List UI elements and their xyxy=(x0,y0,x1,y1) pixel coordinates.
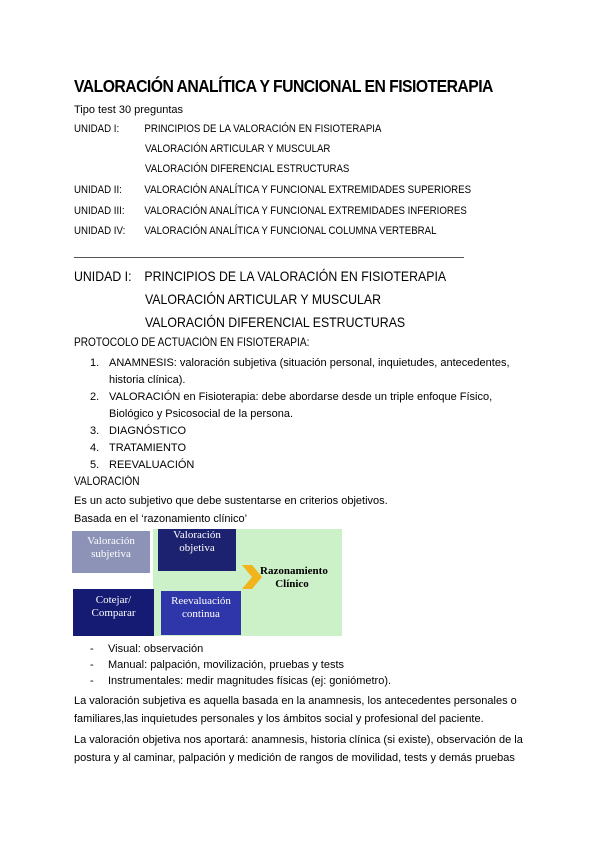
list-item xyxy=(74,423,534,440)
diagram-box-objective xyxy=(158,529,236,571)
paragraph-text: La valoración xyxy=(74,734,143,746)
valoracion-text-1: Es un acto subjetivo que debe sustentarse en criterios objetivos. xyxy=(74,495,388,507)
list-item: - Visual: observación xyxy=(90,643,204,655)
toc-unit-label: UNIDAD II: xyxy=(74,184,122,196)
list-item-text: Instrumentales: medir magnitudes físicas (ej: goniómetro). xyxy=(108,675,392,687)
valoracion-text-2: Basada en el ‘razonamiento clínico’ xyxy=(74,513,248,525)
list-item xyxy=(74,389,534,423)
paragraph-emphasis: objetiva xyxy=(142,734,181,746)
step-text-cont: Biológico y Psicosocial de la persona. xyxy=(109,408,294,420)
toc-unit-title: VALORACIÓN ANALÍTICA Y FUNCIONAL EXTREMIDADES INFERIORES xyxy=(144,205,467,217)
list-item-text: Manual: palpación, movilización, pruebas y tests xyxy=(108,659,345,671)
paragraph-subjective xyxy=(74,692,524,728)
toc-unit-title: VALORACIÓN ANALÍTICA Y FUNCIONAL COLUMNA VERTEBRAL xyxy=(144,225,437,237)
paragraph-text: es aquella basada en la anamnesis, los antecedentes personales o familiares,las inquietudes personales y los ámbitos social y profesional del paciente. xyxy=(74,695,517,725)
list-item-text: Visual: observación xyxy=(108,643,204,655)
diagram-box-label: Valoración subjetiva xyxy=(87,535,135,560)
toc-unit-label: UNIDAD I: xyxy=(74,123,120,135)
toc-unit-1-line-3: VALORACIÓN DIFERENCIAL ESTRUCTURAS xyxy=(145,163,350,175)
toc-unit-label: UNIDAD III: xyxy=(74,205,125,217)
step-text: DIAGNÓSTICO xyxy=(109,425,187,437)
toc-unit-4 xyxy=(74,225,437,237)
section-title-line-1: PRINCIPIOS DE LA VALORACIÓN EN FISIOTERAPIA xyxy=(144,268,447,284)
valoracion-heading: VALORACIÓN xyxy=(74,476,140,488)
page-title: VALORACIÓN ANALÍTICA Y FUNCIONAL EN FISIOTERAPIA xyxy=(74,76,493,96)
toc-unit-label: UNIDAD IV: xyxy=(74,225,126,237)
toc-unit-1-line-2: VALORACIÓN ARTICULAR Y MUSCULAR xyxy=(145,143,331,155)
valoracion-types-list xyxy=(74,641,391,689)
step-text-cont: historia clínica). xyxy=(109,374,186,386)
list-item: - Instrumentales: medir magnitudes físicas (ej: goniómetro). xyxy=(90,675,392,687)
paragraph-emphasis: subjetiva xyxy=(142,695,186,707)
paragraph-text: La valoración xyxy=(74,695,143,707)
list-item xyxy=(74,457,534,474)
paragraph-objective xyxy=(74,731,524,767)
diagram-box-subjective xyxy=(72,531,150,573)
diagram-box-compare xyxy=(73,589,154,636)
toc-unit-1 xyxy=(74,123,382,135)
step-text: VALORACIÓN en Fisioterapia: debe abordarse desde un triple enfoque Físico, xyxy=(109,391,493,403)
toc-unit-title: VALORACIÓN ANALÍTICA Y FUNCIONAL EXTREMIDADES SUPERIORES xyxy=(144,184,472,196)
diagram-box-label: Valoración objetiva xyxy=(173,529,221,554)
section-heading xyxy=(74,268,447,284)
clinical-reasoning-diagram xyxy=(72,529,342,636)
list-item: - Manual: palpación, movilización, pruebas y tests xyxy=(90,659,345,671)
diagram-center-label: Razonamiento Clínico xyxy=(260,565,328,590)
toc-unit-title: PRINCIPIOS DE LA VALORACIÓN EN FISIOTERAPIA xyxy=(144,123,382,135)
section-title-line-3: VALORACIÓN DIFERENCIAL ESTRUCTURAS xyxy=(145,314,406,330)
step-number: 1. xyxy=(90,357,100,369)
paragraph-text: nos aportará: anamnesis, historia clínica (si existe), observación de la postura y al caminar, palpación y medición de rangos de movilidad, tests y demás pruebas xyxy=(74,734,523,764)
list-item xyxy=(74,355,534,389)
divider xyxy=(74,257,464,258)
section-title-line-2: VALORACIÓN ARTICULAR Y MUSCULAR xyxy=(145,291,381,307)
subtitle: Tipo test 30 preguntas xyxy=(74,104,184,116)
protocol-heading: PROTOCOLO DE ACTUACIÓN EN FISIOTERAPIA: xyxy=(74,337,310,349)
step-number: 5. xyxy=(90,459,100,471)
section-unit-label: UNIDAD I: xyxy=(74,268,132,284)
protocol-steps xyxy=(74,355,534,474)
step-number: 4. xyxy=(90,442,100,454)
step-number: 3. xyxy=(90,425,100,437)
step-text: TRATAMIENTO xyxy=(109,442,186,454)
diagram-box-label: Cotejar/ Comparar xyxy=(91,594,136,619)
step-text: ANAMNESIS: valoración subjetiva (situación personal, inquietudes, antecedentes, xyxy=(109,357,510,369)
list-item xyxy=(74,440,534,457)
step-text: REEVALUACIÓN xyxy=(109,459,195,471)
toc-unit-2 xyxy=(74,184,472,196)
step-number: 2. xyxy=(90,391,100,403)
diagram-box-label: Reevaluación continua xyxy=(171,595,231,620)
toc-unit-3 xyxy=(74,205,467,217)
diagram-box-reevaluation xyxy=(161,591,241,635)
